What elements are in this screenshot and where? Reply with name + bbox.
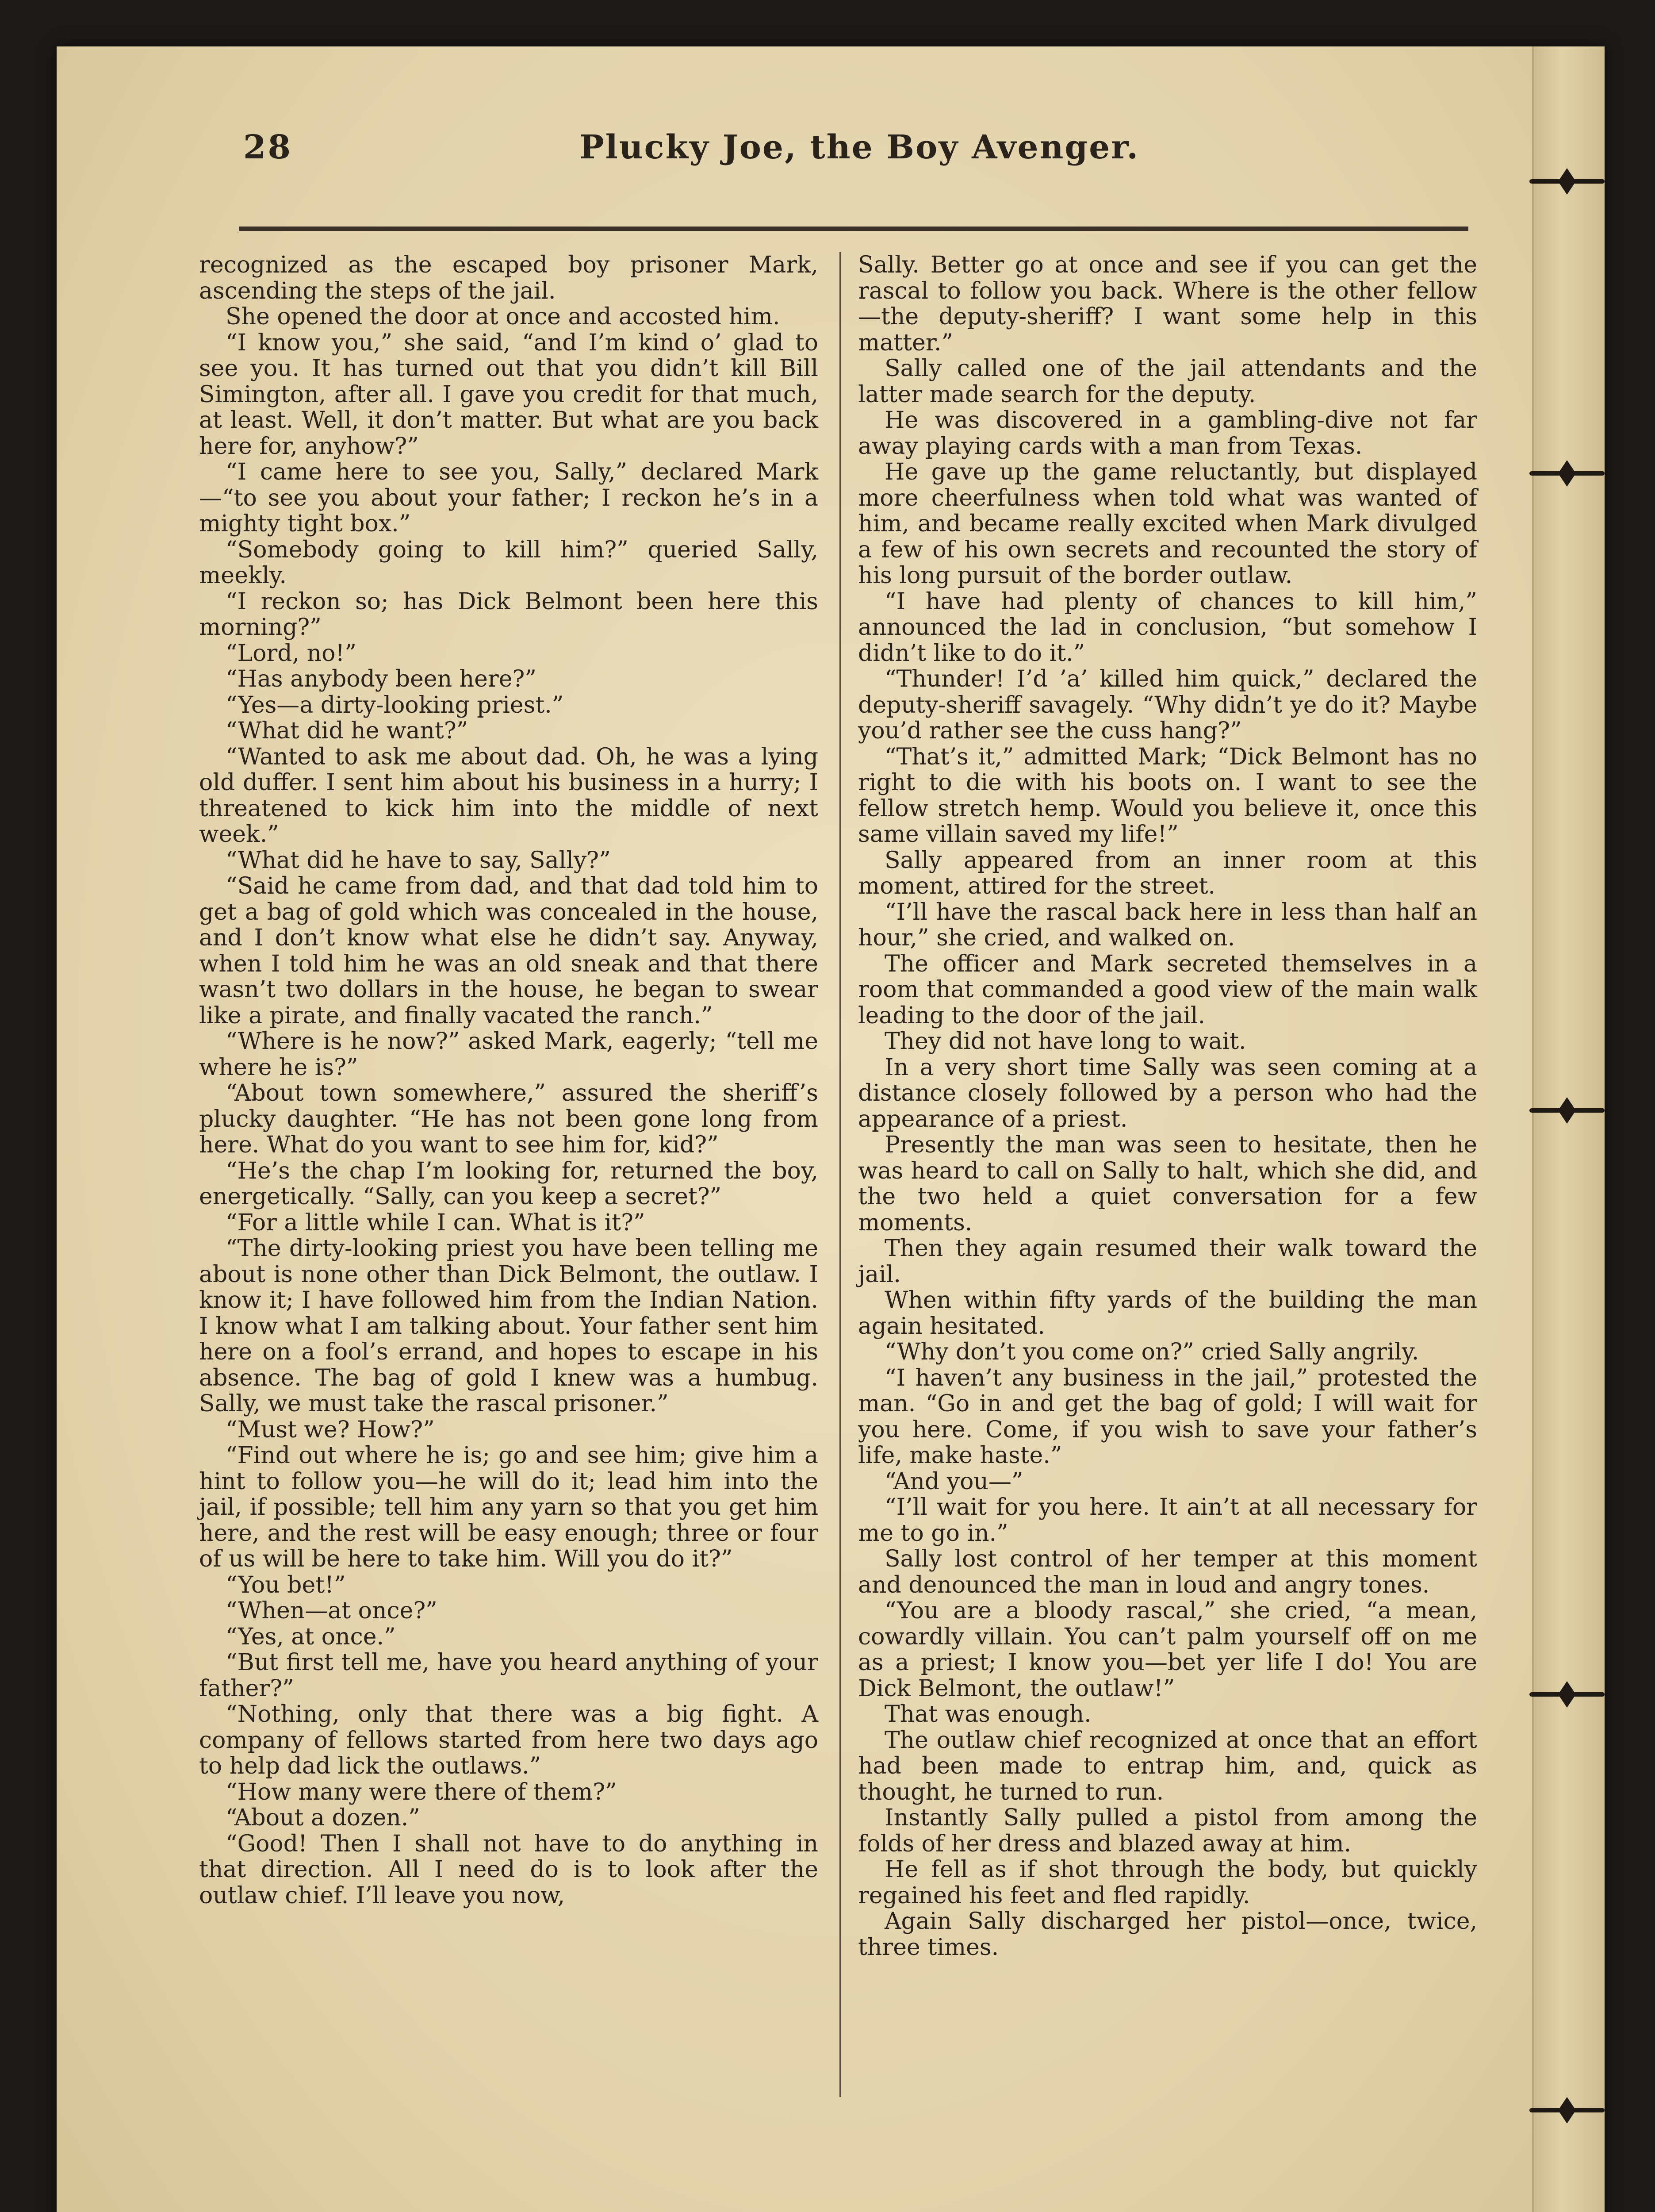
paragraph: “When—at once?” <box>226 1598 437 1624</box>
paragraph: He gave up the game reluctantly, but displayed more cheerfulness when told what was wanted of him, and became really excited when Mark divulged a few of his own secrets and recounted the story of his long pursuit of the border outlaw. <box>858 459 1477 589</box>
left-column <box>199 252 818 1909</box>
paragraph: Presently the man was seen to hesitate, then he was heard to call on Sally to halt, which she did, and the two held a quiet conversation for a few moments. <box>858 1132 1477 1236</box>
paragraph: “What did he have to say, Sally?” <box>226 847 611 874</box>
paragraph: He was discovered in a gambling-dive not far away playing cards with a man from Texas. <box>858 407 1477 460</box>
paragraph: “I know you,” she said, “and I’m kind o’ glad to see you. It has turned out that you didn’t kill Bill Simington, after all. I gave you credit for that much, at least. Well, it don’t matter. But what are you back here for, anyhow?” <box>199 329 818 460</box>
binding-stitch-icon <box>1529 471 1605 476</box>
paragraph: Again Sally discharged her pistol—once, twice, three times. <box>858 1908 1477 1961</box>
paragraph: “What did he want?” <box>226 718 468 744</box>
paragraph: “About a dozen.” <box>226 1805 420 1831</box>
paragraph: “He’s the chap I’m looking for, returned the boy, energetically. “Sally, can you keep a secret?” <box>199 1157 818 1210</box>
paragraph: Instantly Sally pulled a pistol from among the folds of her dress and blazed away at him. <box>858 1805 1477 1857</box>
paragraph: “Somebody going to kill him?” queried Sally, meekly. <box>199 536 818 589</box>
binding-stitch-icon <box>1529 1692 1605 1697</box>
paragraph: “You bet!” <box>226 1571 346 1598</box>
paragraph: “How many were there of them?” <box>226 1778 617 1805</box>
paragraph: “The dirty-looking priest you have been telling me about is none other than Dick Belmont, the outlaw. I know it; I have followed him from the Indian Nation. I know what I am talking about. Your father sent him here on a fool’s errand, and hopes to escape in his absence. The bag of gold I knew was a humbug. Sally, we must take the rascal prisoner.” <box>199 1235 818 1417</box>
paragraph: Sally lost control of her temper at this moment and denounced the man in loud and angry tones. <box>858 1546 1477 1598</box>
paragraph: “I’ll have the rascal back here in less than half an hour,” she cried, and walked on. <box>858 899 1477 951</box>
paragraph: The outlaw chief recognized at once that an effort had been made to entrap him, and, quick as thought, he turned to run. <box>858 1727 1477 1805</box>
header-rule <box>239 227 1468 231</box>
column-divider <box>839 252 841 2097</box>
binding-stitch-icon <box>1529 2108 1605 2112</box>
binding-stitch-icon <box>1529 1108 1605 1113</box>
paragraph: She opened the door at once and accosted him. <box>226 303 780 330</box>
paragraph: “Yes—a dirty-looking priest.” <box>226 691 564 718</box>
paragraph: “I came here to see you, Sally,” declared Mark—“to see you about your father; I reckon he’s in a mighty tight box.” <box>199 459 818 537</box>
paragraph: “Find out where he is; go and see him; give him a hint to follow you—he will do it; lead him into the jail, if possible; tell him any yarn so that you get him here, and the rest will be easy enough; three or four of us will be here to take him. Will you do it?” <box>199 1442 818 1572</box>
paragraph: “Where is he now?” asked Mark, eagerly; “tell me where he is?” <box>199 1028 818 1081</box>
paragraph: That was enough. <box>885 1701 1092 1728</box>
paragraph: “About town somewhere,” assured the sheriff’s plucky daughter. “He has not been gone long from here. What do you want to see him for, kid?” <box>199 1080 818 1158</box>
running-title: Plucky Joe, the Boy Avenger. <box>579 128 1140 166</box>
paragraph: “Said he came from dad, and that dad told him to get a bag of gold which was concealed in the house, and I don’t know what else he didn’t say. Anyway, when I told him he was an old sneak and that there wasn’t two dollars in the house, he began to swear like a pirate, and finally vacated the ranch.” <box>199 873 818 1029</box>
page-header <box>186 128 1468 199</box>
page-binding <box>1532 46 1605 2212</box>
paragraph: “I’ll wait for you here. It ain’t at all necessary for me to go in.” <box>858 1494 1477 1547</box>
paragraph: “That’s it,” admitted Mark; “Dick Belmont has no right to die with his boots on. I want to see the fellow stretch hemp. Would you believe it, once this same villain saved my life!” <box>858 743 1477 848</box>
paragraph: “Thunder! I’d ’a’ killed him quick,” declared the deputy-sheriff savagely. “Why didn’t ye do it? Maybe you’d rather see the cuss hang?” <box>858 666 1477 744</box>
paragraph: “I have had plenty of chances to kill him,” announced the lad in conclusion, “but somehow I didn’t like to do it.” <box>858 588 1477 667</box>
paragraph: Sally appeared from an inner room at this moment, attired for the street. <box>858 847 1477 899</box>
paragraph: “You are a bloody rascal,” she cried, “a mean, cowardly villain. You can’t palm yourself off on me as a priest; I know you—bet yer life I do! You are Dick Belmont, the outlaw!” <box>858 1598 1477 1702</box>
paragraph: The officer and Mark secreted themselves in a room that commanded a good view of the main walk leading to the door of the jail. <box>858 950 1477 1029</box>
paragraph: They did not have long to wait. <box>885 1028 1246 1055</box>
paragraph: He fell as if shot through the body, but quickly regained his feet and fled rapidly. <box>858 1856 1477 1909</box>
paragraph: “Wanted to ask me about dad. Oh, he was a lying old duffer. I sent him about his business in a hurry; I threatened to kick him into the middle of next week.” <box>199 743 818 848</box>
text-columns <box>199 252 1477 2097</box>
paragraph: “I reckon so; has Dick Belmont been here this morning?” <box>199 588 818 641</box>
paragraph: “And you—” <box>885 1468 1023 1495</box>
paragraph: Then they again resumed their walk toward the jail. <box>858 1235 1477 1288</box>
paragraph: “Lord, no!” <box>226 640 356 667</box>
right-column <box>858 252 1477 1960</box>
paragraph: Sally called one of the jail attendants and the latter made search for the deputy. <box>858 355 1477 408</box>
paragraph: When within fifty yards of the building the man again hesitated. <box>858 1287 1477 1340</box>
paragraph: “For a little while I can. What is it?” <box>226 1209 645 1236</box>
paragraph: “Why don’t you come on?” cried Sally angrily. <box>885 1339 1419 1365</box>
paragraph: “Must we? How?” <box>226 1416 435 1443</box>
paragraph: “But first tell me, have you heard anything of your father?” <box>199 1649 818 1702</box>
paragraph: “Good! Then I shall not have to do anything in that direction. All I need do is to look after the outlaw chief. I’ll leave you now, <box>199 1830 818 1909</box>
paragraph: “Nothing, only that there was a big fight. A company of fellows started from here two days ago to help dad lick the outlaws.” <box>199 1701 818 1779</box>
paragraph: In a very short time Sally was seen coming at a distance closely followed by a person who had the appearance of a priest. <box>858 1054 1477 1133</box>
paragraph: “Yes, at once.” <box>226 1623 396 1650</box>
paragraph: “I haven’t any business in the jail,” protested the man. “Go in and get the bag of gold; I will wait for you here. Come, if you wish to save your father’s life, make haste.” <box>858 1364 1477 1469</box>
paragraph: “Has anybody been here?” <box>226 666 537 692</box>
binding-stitch-icon <box>1529 179 1605 184</box>
paragraph: Sally. Better go at once and see if you can get the rascal to follow you back. Where is the other fellow—the deputy-sheriff? I want some help in this matter.” <box>858 252 1477 356</box>
paragraph: recognized as the escaped boy prisoner Mark, ascending the steps of the jail. <box>199 252 818 304</box>
page-number: 28 <box>243 128 292 166</box>
